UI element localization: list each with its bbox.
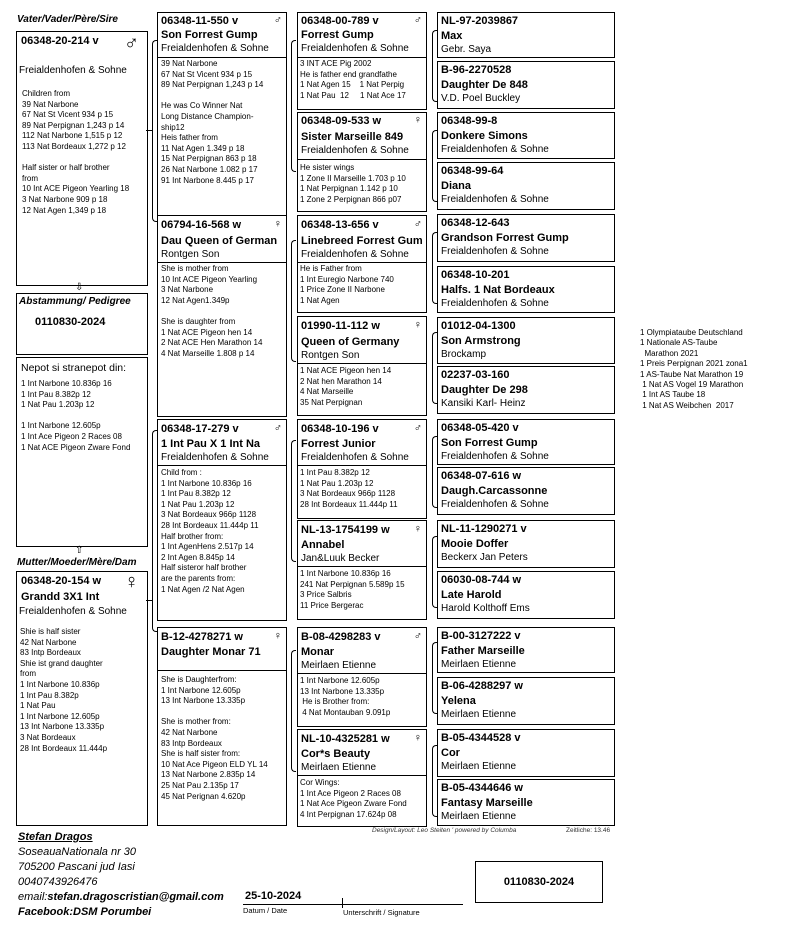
dam-arrow-icon: ⇧ [75,545,84,556]
c2-3-name: Daughter Monar 71 [161,646,261,658]
c4-box-9 [437,467,615,515]
c4-owner: Kansiki Karl- Heinz [441,398,526,409]
c3-box-0 [297,12,427,110]
c4-owner: Gebr. Saya [441,44,492,55]
c4-ring: 06348-12-643 [441,217,510,229]
connector-dam [146,600,153,601]
sire-box [16,59,148,286]
female-icon: ♀ [413,114,422,126]
dam-label: Mutter/Moeder/Mère/Dam [17,557,137,568]
c2-sire-dam [157,215,287,417]
c4-ring: B-05-4344528 v [441,732,521,744]
c3-6-notes: 1 Int Narbone 12.605p 13 Int Narbone 13.335p He is Brother from: 4 Nat Montauban 9.091p [300,676,391,717]
female-icon: ♀ [413,523,422,535]
c3-4-name: Forrest Junior [301,438,376,450]
divider [158,465,286,466]
c2-3-ring: B-12-4278271 w [161,631,243,643]
c3-3-name: Queen of Germany [301,336,400,348]
design-credit: Design/Layout: Leo Steiten ' powered by Columba [372,827,517,834]
c4-ring: 06348-99-64 [441,165,504,177]
divider [298,775,426,776]
c3-box-5 [297,520,427,620]
c2-2-ring: 06348-17-279 v [161,423,239,435]
female-icon: ♀ [413,732,422,744]
divider [298,262,426,263]
c4-owner: Meirlaen Etienne [441,761,517,772]
c4-name: Daughter De 298 [441,384,528,396]
c4-box-0 [437,12,615,58]
c2-sire-sire [157,12,287,216]
divider [158,670,286,671]
c4-ring: 06348-99-8 [441,115,498,127]
c4-ring: B-00-3127222 v [441,630,521,642]
c4-name: Grandson Forrest Gump [441,232,569,244]
c4-box-8 [437,419,615,465]
male-icon: ♂ [413,630,422,642]
nepot-box [16,357,148,547]
c4-box-3 [437,162,615,210]
c4-ring: 02237-03-160 [441,369,510,381]
c3-7-notes: Cor Wings: 1 Int Ace Pigeon 2 Races 08 1 Nat Ace Pigeon Zware Fond 4 Int Perpignan 17.624p 08 [300,778,407,819]
c3-0-ring: 06348-00-789 v [301,15,379,27]
c4-name: Daugh.Carcassonne [441,485,548,497]
c4-owner: Freialdenhofen & Sohne [441,451,549,462]
c4-box-1 [437,61,615,109]
c4-owner: Freialdenhofen & Sohne [441,246,549,257]
c3-0-name: Forrest Gump [301,29,374,41]
address-line-2: 705200 Pascani jud Iasi [18,861,135,873]
divider [298,566,426,567]
bracket [291,40,296,172]
c4-owner: Freialdenhofen & Sohne [441,298,549,309]
connector-sire [146,130,153,131]
side-notes: 1 Olympiataube Deutschland 1 Nationale AS-Taube Marathon 2021 1 Preis Perpignan 2021 zona1 1 AS-Taube Nat Marathon 19 1 Nat AS Vogel 19 Marathon 1 Int AS Taube 18 1 Nat AS Weibchen 2017 [640,328,748,410]
c3-2-name: Linebreed Forrest Gum [301,235,423,247]
c2-1-ring: 06794-16-568 w [161,219,242,231]
c2-2-name: 1 Int Pau X 1 Int Na [161,438,261,450]
c3-3-ring: 01990-11-112 w [301,320,380,332]
male-icon: ♂ [413,14,422,26]
male-icon: ♂ [124,32,139,54]
c3-7-owner: Meirlaen Etienne [301,762,377,773]
dam-notes: Shie is half sister 42 Nat Narbone 83 Intp Bordeaux Shie ist grand daughter from 1 Int Narbone 10.836p 1 Int Pau 8.382p 1 Nat Pau 1 Int Narbone 12.605p 13 Int Narbone 13.335p 3 Nat Bordeaux 28 Int Bordeaux 11.444p [20,627,108,753]
c4-name: Late Harold [441,589,502,601]
c3-2-notes: He is Father from 1 Int Euregio Narbone 740 1 Price Zone II Narbone 1 Nat Agen [300,264,394,305]
c2-0-notes: 39 Nat Narbone 67 Nat St Vicent 934 p 15 89 Nat Perpignan 1,243 p 14 He was Co Winner Nat Long Distance Champion- ship12 Heis father from 11 Nat Agen 1.349 p 18 15 Nat Perpignan 863 p 18 26 Nat Narbone 1.082 p 17 91 Int Narbone 8.445 p 17 [161,59,264,185]
pedigree-label: Abstammung/ Pedigree [19,296,131,307]
c4-name: Mooie Doffer [441,538,509,550]
c3-7-ring: NL-10-4325281 w [301,733,390,745]
c4-box-15 [437,779,615,826]
sire-notes: Children from 39 Nat Narbone 67 Nat St Vicent 934 p 15 89 Nat Perpignan 1,243 p 14 112 Nat Narbone 1,515 p 12 113 Nat Bordeaux 1,272 p 12 Half sister or half brother from 10 Int ACE Pigeon Yearling 18 3 Nat Narbone 909 p 18 12 Nat Agen 1,349 p 18 [22,89,130,215]
c4-ring: NL-97-2039867 [441,15,519,27]
c3-1-name: Sister Marseille 849 [301,131,404,143]
c3-3-notes: 1 Nat ACE Pigeon hen 14 2 Nat hen Marathon 14 4 Nat Marseille 35 Nat Perpignan [300,366,392,407]
c4-ring: 06348-05-420 v [441,422,519,434]
divider [298,159,426,160]
c4-owner: Meirlaen Etienne [441,811,517,822]
divider [298,57,426,58]
sire-owner: Freialdenhofen & Sohne [19,65,127,76]
c3-1-notes: He sister wings 1 Zone II Marseille 1.703 p 10 1 Nat Perpignan 1.142 p 10 1 Zone 2 Perpignan 866 p07 [300,163,406,204]
sire-label: Vater/Vader/Père/Sire [17,14,118,25]
issue-date: 25-10-2024 [245,890,302,902]
email-line: email:stefan.dragoscristian@gmail.com [18,891,224,903]
c4-ring: NL-11-1290271 v [441,523,527,535]
c2-1-owner: Rontgen Son [161,249,220,260]
bracket [291,650,296,772]
phone: 0040743926476 [18,876,98,888]
c3-1-owner: Freialdenhofen & Sohne [301,145,409,156]
pedigree-box [16,293,148,355]
footer-ring: 0110830-2024 [503,876,575,888]
dam-header-box [16,571,148,623]
c3-box-1 [297,112,427,212]
sire-arrow-icon: ⇩ [75,282,84,293]
nepot-notes: 1 Int Narbone 10.836p 16 1 Int Pau 8.382p 12 1 Nat Pau 1.203p 12 1 Int Narbone 12.605p 1 Int Ace Pigeon 2 Races 08 1 Nat ACE Pigeon Zware Fond [21,379,131,452]
bracket [291,240,296,362]
c4-name: Cor [441,747,460,759]
subject-ring: 0110830-2024 [35,316,106,328]
c4-name: Son Forrest Gump [441,437,538,449]
c3-2-owner: Freialdenhofen & Sohne [301,249,409,260]
c3-box-4 [297,419,427,519]
signature-label: Unterschrift / Signature [343,908,420,917]
c4-name: Yelena [441,695,476,707]
c2-2-notes: Child from : 1 Int Narbone 10.836p 16 1 Int Pau 8.382p 12 1 Nat Pau 1.203p 12 3 Nat Bordeaux 966p 1128 28 Int Bordeaux 11.444p 11 Half brother from: 1 Int AgenHens 2.517p 14 2 Int Agen 8.845p 14 Half sisteror half brother are the parents from: 1 Nat Agen /2 Nat Agen [161,468,259,594]
c4-name: Fantasy Marseille [441,797,533,809]
footer-ring-box [475,861,603,903]
email-link[interactable]: stefan.dragoscristian@gmail.com [47,891,224,903]
c4-box-7 [437,366,615,414]
date-label: Datum / Date [243,906,288,915]
c3-3-owner: Rontgen Son [301,350,360,361]
c2-dam-sire [157,419,287,621]
c3-4-ring: 06348-10-196 v [301,423,379,435]
dam-ring: 06348-20-154 w [21,575,102,587]
c4-ring: 01012-04-1300 [441,320,516,332]
c3-0-owner: Freialdenhofen & Sohne [301,43,409,54]
c3-7-name: Cor*s Beauty [301,748,371,760]
c2-0-name: Son Forrest Gump [161,29,258,41]
c4-name: Halfs. 1 Nat Bordeaux [441,284,555,296]
c3-6-owner: Meirlaen Etienne [301,660,377,671]
c3-box-7 [297,729,427,827]
c4-owner: Meirlaen Etienne [441,659,517,670]
c4-owner: Freialdenhofen & Sohne [441,499,549,510]
c4-ring: B-96-2270528 [441,64,512,76]
facebook: Facebook:DSM Porumbei [18,906,152,918]
divider [298,465,426,466]
c3-box-2 [297,215,427,313]
c4-owner: Brockamp [441,349,487,360]
sire-ring: 06348-20-214 v [21,35,99,47]
c4-owner: Beckerx Jan Peters [441,552,528,563]
c4-name: Daughter De 848 [441,79,528,91]
c4-name: Donkere Simons [441,130,528,142]
c2-2-owner: Freialdenhofen & Sohne [161,452,269,463]
c4-box-10 [437,520,615,568]
c4-owner: Freialdenhofen & Sohne [441,144,549,155]
c3-5-ring: NL-13-1754199 w [301,524,390,536]
c4-box-14 [437,729,615,777]
c4-ring: 06348-10-201 [441,269,510,281]
female-icon: ♀ [273,218,282,230]
c4-owner: Freialdenhofen & Sohne [441,194,549,205]
c4-owner: V.D. Poel Buckley [441,93,521,104]
c3-1-ring: 06348-09-533 w [301,115,382,127]
c2-dam-dam [157,627,287,826]
male-icon: ♂ [413,422,422,434]
divider [298,363,426,364]
male-icon: ♂ [273,422,282,434]
c4-name: Son Armstrong [441,335,521,347]
c2-0-owner: Freialdenhofen & Sohne [161,43,269,54]
c3-box-6 [297,627,427,727]
signature-line [243,904,463,905]
divider [158,262,286,263]
c4-box-2 [437,112,615,159]
male-icon: ♂ [413,218,422,230]
c2-1-notes: She is mother from 10 Int ACE Pigeon Yearling 3 Nat Narbone 12 Nat Agen1.349p She is daughter from 1 Nat ACE Pigeon hen 14 2 Nat ACE Hen Marathon 14 4 Nat Marseille 1.808 p 14 [161,264,263,358]
c3-5-owner: Jan&Luuk Becker [301,553,380,564]
c4-box-6 [437,317,615,364]
nepot-title: Nepot si stranepot din: [21,362,127,374]
c4-box-13 [437,677,615,725]
male-icon: ♂ [273,14,282,26]
female-icon: ♀ [124,571,139,593]
c3-5-name: Annabel [301,539,345,551]
dam-name: Grandd 3X1 Int [21,591,100,603]
c3-box-3 [297,316,427,416]
c2-1-name: Dau Queen of German [161,235,278,247]
c3-6-name: Monar [301,646,334,658]
c4-box-5 [437,266,615,313]
c4-owner: Harold Kolthoff Ems [441,603,530,614]
c4-ring: B-06-4288297 w [441,680,523,692]
bracket [291,440,296,562]
c3-2-ring: 06348-13-656 v [301,219,379,231]
credit-date: Zeitliche: 13.46 [566,827,611,834]
c4-box-11 [437,571,615,619]
c4-owner: Meirlaen Etienne [441,709,517,720]
c4-box-12 [437,627,615,673]
dam-box [16,621,148,826]
c2-3-notes: She is Daughterfrom: 1 Int Narbone 12.605p 13 Int Narbone 13.335p She is mother from: 42 Nat Narbone 83 Intp Bordeaux She is half sister from: 10 Nat Ace Pigeon ELD YL 14 13 Nat Narbone 2.835p 14 25 Nat Pau 2.135p 17 45 Nat Perignan 4.620p [161,675,268,801]
dam-owner: Freialdenhofen & Sohne [19,606,127,617]
c4-ring: B-05-4344646 w [441,782,523,794]
c4-name: Diana [441,180,471,192]
female-icon: ♀ [413,319,422,331]
female-icon: ♀ [273,630,282,642]
address-line-1: SoseauaNationala nr 30 [18,846,137,858]
c4-ring: 06348-07-616 w [441,470,522,482]
c4-name: Father Marseille [441,645,525,657]
divider [298,673,426,674]
c3-5-notes: 1 Int Narbone 10.836p 16 241 Nat Perpignan 5.589p 15 3 Price Salbris 11 Price Bergerac [300,569,405,610]
c4-box-4 [437,214,615,262]
c3-4-owner: Freialdenhofen & Sohne [301,452,409,463]
c3-4-notes: 1 Int Pau 8.382p 12 1 Nat Pau 1.203p 12 3 Nat Bordeaux 966p 1128 28 Int Bordeaux 11.444p 11 [300,468,398,509]
c4-name: Max [441,30,463,42]
c3-0-notes: 3 INT ACE Pig 2002 He is father end grandfathe 1 Nat Agen 15 1 Nat Perpig 1 Nat Pau 12 1 Nat Ace 17 [300,59,406,100]
c4-ring: 06030-08-744 w [441,574,522,586]
c2-0-ring: 06348-11-550 v [161,15,239,27]
c3-6-ring: B-08-4298283 v [301,631,381,643]
breeder-name: Stefan Dragos [18,831,93,843]
divider [158,57,286,58]
tick [342,898,343,908]
